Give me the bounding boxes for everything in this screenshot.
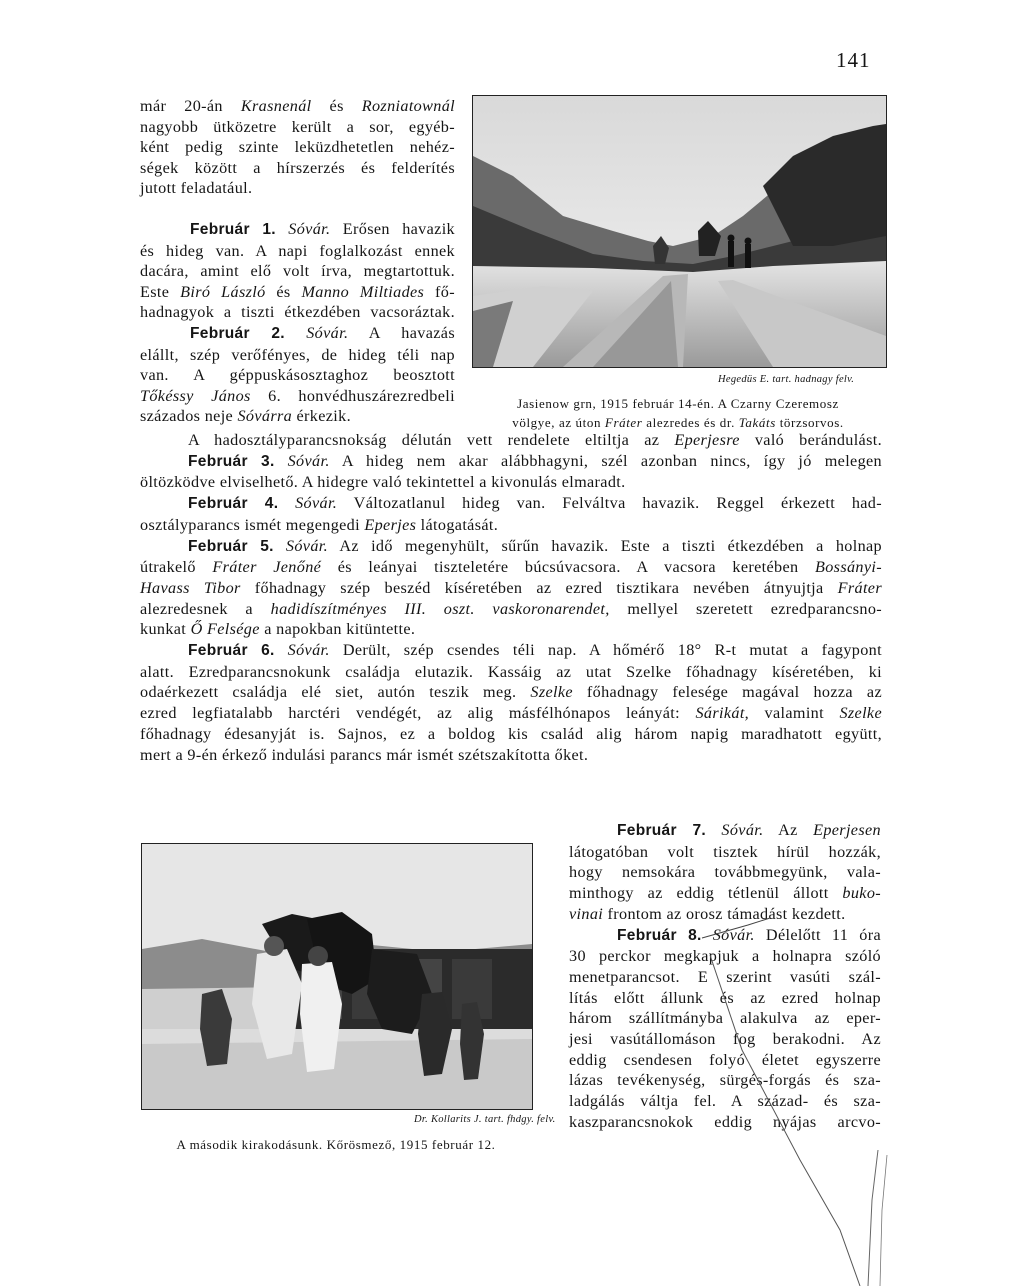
text-line: odaérkezett családja elé siet, autón teszik meg. Szelke főhadnagy felesége magával hozza az: [140, 683, 882, 702]
text-line: ezred legfiatalabb harctéri vendégét, az alig másfélhónapos leányát: Sárikát, valamint Szelke: [140, 704, 882, 723]
text-line: útrakelő Fráter Jenőné és leányai tiszteletére búcsúvacsora. A vacsora keretében Bossányi-: [140, 558, 882, 577]
text-line: lítás előtt állunk és az ezred holnap: [569, 988, 881, 1007]
photo-credit: Hegedüs E. tart. hadnagy felv.: [718, 374, 855, 385]
text-line: 30 perckor megkapjuk a holnapra szóló: [569, 947, 881, 966]
text-line: és hideg van. A napi foglalkozást ennek: [140, 241, 455, 260]
photo-winter-valley: [472, 95, 887, 368]
entry-feb7: Február 7. Sóvár. Az Eperjesen: [617, 821, 881, 839]
entry-date: Február 1.: [190, 220, 276, 238]
text-line: dacára, amint elő volt írva, megtartottuk.: [140, 262, 455, 281]
text-line: százados neje Sóvárra érkezik.: [140, 407, 351, 426]
text-line: vinai frontom az orosz támadást kezdett.: [569, 904, 846, 923]
text-line: jutott feladatául.: [140, 179, 253, 198]
text-line: lázas tevékenység, sürgés-forgás és sza-: [569, 1071, 881, 1090]
text-line: menetparancsot. E szerint vasúti szál-: [569, 967, 881, 986]
text-line: osztályparancs ismét megengedi Eperjes látogatását.: [140, 515, 499, 534]
entry-feb8: Február 8. Sóvár. Délelőtt 11 óra: [617, 925, 881, 944]
entry-feb3: Február 3. Sóvár. A hideg nem akar alábbhagyni, szél azonban nincs, így jó melegen: [188, 451, 883, 470]
photo-valley-image: [473, 96, 886, 367]
text-line: látogatóban volt tisztek hírül hozzák,: [569, 842, 881, 861]
photo-caption: Jasienow grn, 1915 február 14-én. A Czarny Czeremosz völgye, az úton Fráter alezredes és dr. Takáts törzsorvos.: [512, 396, 844, 430]
text-line: eddig csendesen folyó életet egyszerre: [569, 1050, 881, 1069]
text-line: Este Biró László és Manno Miltiades fő-: [140, 282, 455, 301]
text-line: nagyobb ütközetre került a sor, egyéb-: [140, 117, 455, 136]
left-column-top: [140, 96, 455, 427]
entry-feb4: Február 4. Sóvár. Változatlanul hideg van. Felváltva havazik. Reggel érkezett had-: [188, 494, 882, 513]
text-line: hogy nemsokára továbbmegyünk, vala-: [569, 863, 881, 882]
photo-caption: A második kirakodásunk. Kőrösmező, 1915 február 12.: [176, 1137, 496, 1152]
text-line: főhadnagy édesanyját is. Sajnos, ez a boldog kis család alig három napig maradhatott együtt,: [140, 724, 882, 743]
text-line: Havass Tibor főhadnagy szép beszéd kíséretében az ezred tisztikara nevében átnyujtja Fráter: [140, 578, 882, 597]
text-line: már 20-án Krasnenál és Rozniatownál: [140, 97, 455, 115]
photo-credit: Dr. Kollarits J. tart. fhdgy. felv.: [414, 1114, 556, 1125]
entry-date: Február 2.: [190, 324, 285, 342]
entry-feb2: Február 2. Sóvár. A havazás: [190, 323, 455, 342]
text-line: három szállítmányba alakulva az eper-: [569, 1009, 881, 1028]
text-line: hadnagyok a tiszti étkezdében vacsoráztak.: [140, 303, 455, 322]
text-line: ladgálás váltja fel. A század- és sza-: [569, 1092, 881, 1111]
entry-feb5: Február 5. Sóvár. Az idő megenyhült, sűrűn havazik. Este a tiszti étkezdében a holnap: [188, 536, 882, 555]
entry-feb6: Február 6. Sóvár. Derült, szép csendes téli nap. A hőmérő 18° R-t mutat a fagypont: [188, 641, 882, 660]
right-column-bottom: [569, 820, 881, 1133]
text-line: Tőkéssy János 6. honvédhuszárezredbeli: [140, 386, 455, 405]
entry-feb1: Február 1. Sóvár. Erősen havazik: [190, 219, 455, 238]
text-line: alezredesnek a hadidíszítményes III. oszt. vaskoronarendet, mellyel szeretett ezredparancsno-: [140, 599, 883, 618]
photo-unloading: [141, 843, 533, 1110]
text-line: alatt. Ezredparancsnokunk családja elutazik. Kassáig az utat Szelke főhadnagy kíséretében, ki: [140, 662, 882, 681]
photo-unloading-image: [142, 844, 532, 1109]
text-line: jesi vasútállomáson fog berakodni. Az: [569, 1030, 881, 1049]
page-number: 141: [836, 48, 871, 72]
text-line: öltözködve elviselhető. A hidegre való tekintettel a kivonulás elmaradt.: [140, 473, 626, 492]
text-line: ként pedig szinte leküzdhetetlen nehéz-: [140, 138, 455, 157]
full-width-text: [140, 430, 882, 765]
text-line: ségek között a hírszerzés és felderítés: [140, 158, 455, 177]
text-line: kunkat Ő Felsége a napokban kitüntette.: [140, 620, 416, 639]
text-line: mert a 9-én érkező indulási parancs már ismét szétszakította őket.: [140, 745, 589, 764]
text-line: elállt, szép verőfényes, de hideg téli nap: [140, 345, 455, 364]
text-line: A hadosztályparancsnokság délután vett rendelete eltiltja az Eperjesre való berándulást.: [188, 431, 882, 449]
text-line: van. A géppuskásosztaghoz beosztott: [140, 366, 455, 385]
text-line: kaszparancsnokok eddig nyájas arcvo-: [569, 1112, 881, 1131]
text-line: minthogy az eddig tétlenül állott buko-: [569, 884, 881, 903]
